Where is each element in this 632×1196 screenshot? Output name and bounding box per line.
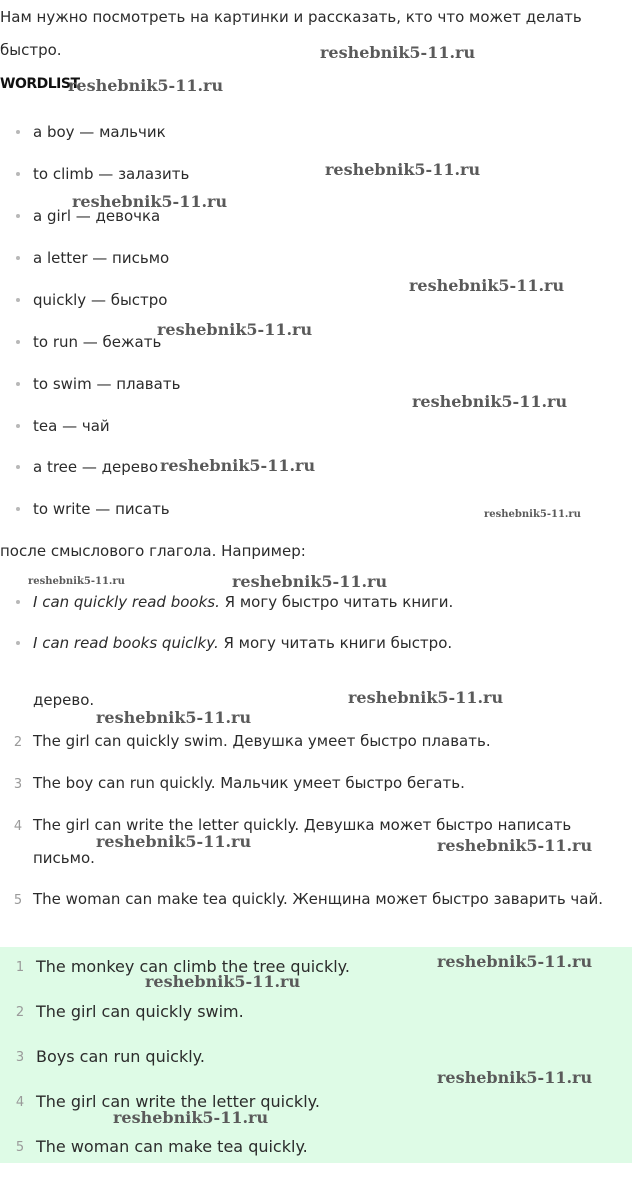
example-english: I can read books quiclky.	[33, 634, 219, 652]
example-russian: Я могу читать книги быстро.	[218, 634, 453, 652]
answer-number: 2	[15, 1005, 25, 1020]
watermark: reshebnik5-11.ru	[113, 1108, 269, 1127]
answer-item: The girl can quickly swim.	[36, 1002, 244, 1021]
wordlist-item-text: to run — бежать	[33, 333, 162, 351]
watermark: reshebnik5-11.ru	[437, 1068, 593, 1087]
list-number: 5	[13, 893, 23, 908]
watermark: reshebnik5-11.ru	[484, 509, 581, 520]
translation-item-1-tail: дерево.	[33, 691, 95, 709]
watermark: reshebnik5-11.ru	[145, 972, 301, 991]
cropped-text-fragment	[0, 524, 600, 526]
grammar-text: после смыслового глагола. Например:	[0, 542, 306, 560]
wordlist-item-text: to swim — плавать	[33, 375, 181, 393]
watermark: reshebnik5-11.ru	[325, 160, 481, 179]
watermark: reshebnik5-11.ru	[96, 708, 252, 727]
intro-line-1: Нам нужно посмотреть на картинки и рассказать, кто что может делать	[0, 8, 582, 26]
example-russian: Я могу быстро читать книги.	[219, 593, 454, 611]
example-english: I can quickly read books.	[33, 593, 220, 611]
answer-item: Boys can run quickly.	[36, 1047, 205, 1066]
translation-item: The girl can write the letter quickly. Девушка может быстро написать	[33, 816, 572, 834]
bullet-icon	[16, 130, 20, 134]
bullet-icon	[16, 256, 20, 260]
watermark: reshebnik5-11.ru	[348, 688, 504, 707]
answer-item: The woman can make tea quickly.	[36, 1137, 308, 1156]
translation-item: The boy can run quickly. Мальчик умеет быстро бегать.	[33, 774, 465, 792]
wordlist-item-text: tea — чай	[33, 417, 110, 435]
translation-item: The woman can make tea quickly. Женщина может быстро заварить чай.	[33, 890, 604, 908]
wordlist-item-text: a tree — дерево	[33, 458, 159, 476]
watermark: reshebnik5-11.ru	[157, 320, 313, 339]
answer-number: 1	[15, 960, 25, 975]
answer-number: 3	[15, 1050, 25, 1065]
wordlist-item-text: to climb — залазить	[33, 165, 190, 183]
wordlist-item-text: quickly — быстро	[33, 291, 168, 309]
watermark: reshebnik5-11.ru	[160, 456, 316, 475]
watermark: reshebnik5-11.ru	[412, 392, 568, 411]
wordlist-title: WORDLIST	[0, 76, 80, 92]
translation-item-continued: письмо.	[33, 849, 95, 867]
answer-number: 4	[15, 1095, 25, 1110]
wordlist-item	[16, 248, 169, 268]
answer-item: The girl can write the letter quickly.	[36, 1092, 320, 1111]
answer-item: The monkey can climb the tree quickly.	[36, 957, 350, 976]
watermark: reshebnik5-11.ru	[232, 572, 388, 591]
list-number: 2	[13, 735, 23, 750]
watermark: reshebnik5-11.ru	[72, 192, 228, 211]
watermark: reshebnik5-11.ru	[68, 76, 224, 95]
example-item	[16, 633, 452, 653]
bullet-icon	[16, 214, 20, 218]
watermark: reshebnik5-11.ru	[409, 276, 565, 295]
example-item	[16, 592, 453, 612]
intro-line-2: быстро.	[0, 41, 62, 59]
bullet-icon	[16, 424, 20, 428]
bullet-icon	[16, 382, 20, 386]
wordlist-item-text: to write — писать	[33, 500, 170, 518]
watermark: reshebnik5-11.ru	[96, 832, 252, 851]
list-number: 3	[13, 777, 23, 792]
wordlist-item	[16, 499, 170, 519]
bullet-icon	[16, 172, 20, 176]
answer-number: 5	[15, 1140, 25, 1155]
wordlist-item-text: a letter — письмо	[33, 249, 170, 267]
wordlist-item	[16, 122, 166, 142]
watermark: reshebnik5-11.ru	[28, 576, 125, 587]
wordlist-item	[16, 332, 161, 352]
translation-item: The girl can quickly swim. Девушка умеет быстро плавать.	[33, 732, 491, 750]
wordlist-item	[16, 290, 168, 310]
bullet-icon	[16, 641, 20, 645]
bullet-icon	[16, 507, 20, 511]
bullet-icon	[16, 600, 20, 604]
wordlist-item	[16, 416, 110, 436]
wordlist-item	[16, 164, 189, 184]
watermark: reshebnik5-11.ru	[437, 952, 593, 971]
bullet-icon	[16, 465, 20, 469]
wordlist-item	[16, 374, 180, 394]
watermark: reshebnik5-11.ru	[437, 836, 593, 855]
wordlist-item	[16, 457, 158, 477]
wordlist-item-text: a boy — мальчик	[33, 123, 166, 141]
bullet-icon	[16, 340, 20, 344]
wordlist-item-text: a girl — девочка	[33, 207, 161, 225]
watermark: reshebnik5-11.ru	[320, 43, 476, 62]
list-number: 4	[13, 819, 23, 834]
bullet-icon	[16, 298, 20, 302]
